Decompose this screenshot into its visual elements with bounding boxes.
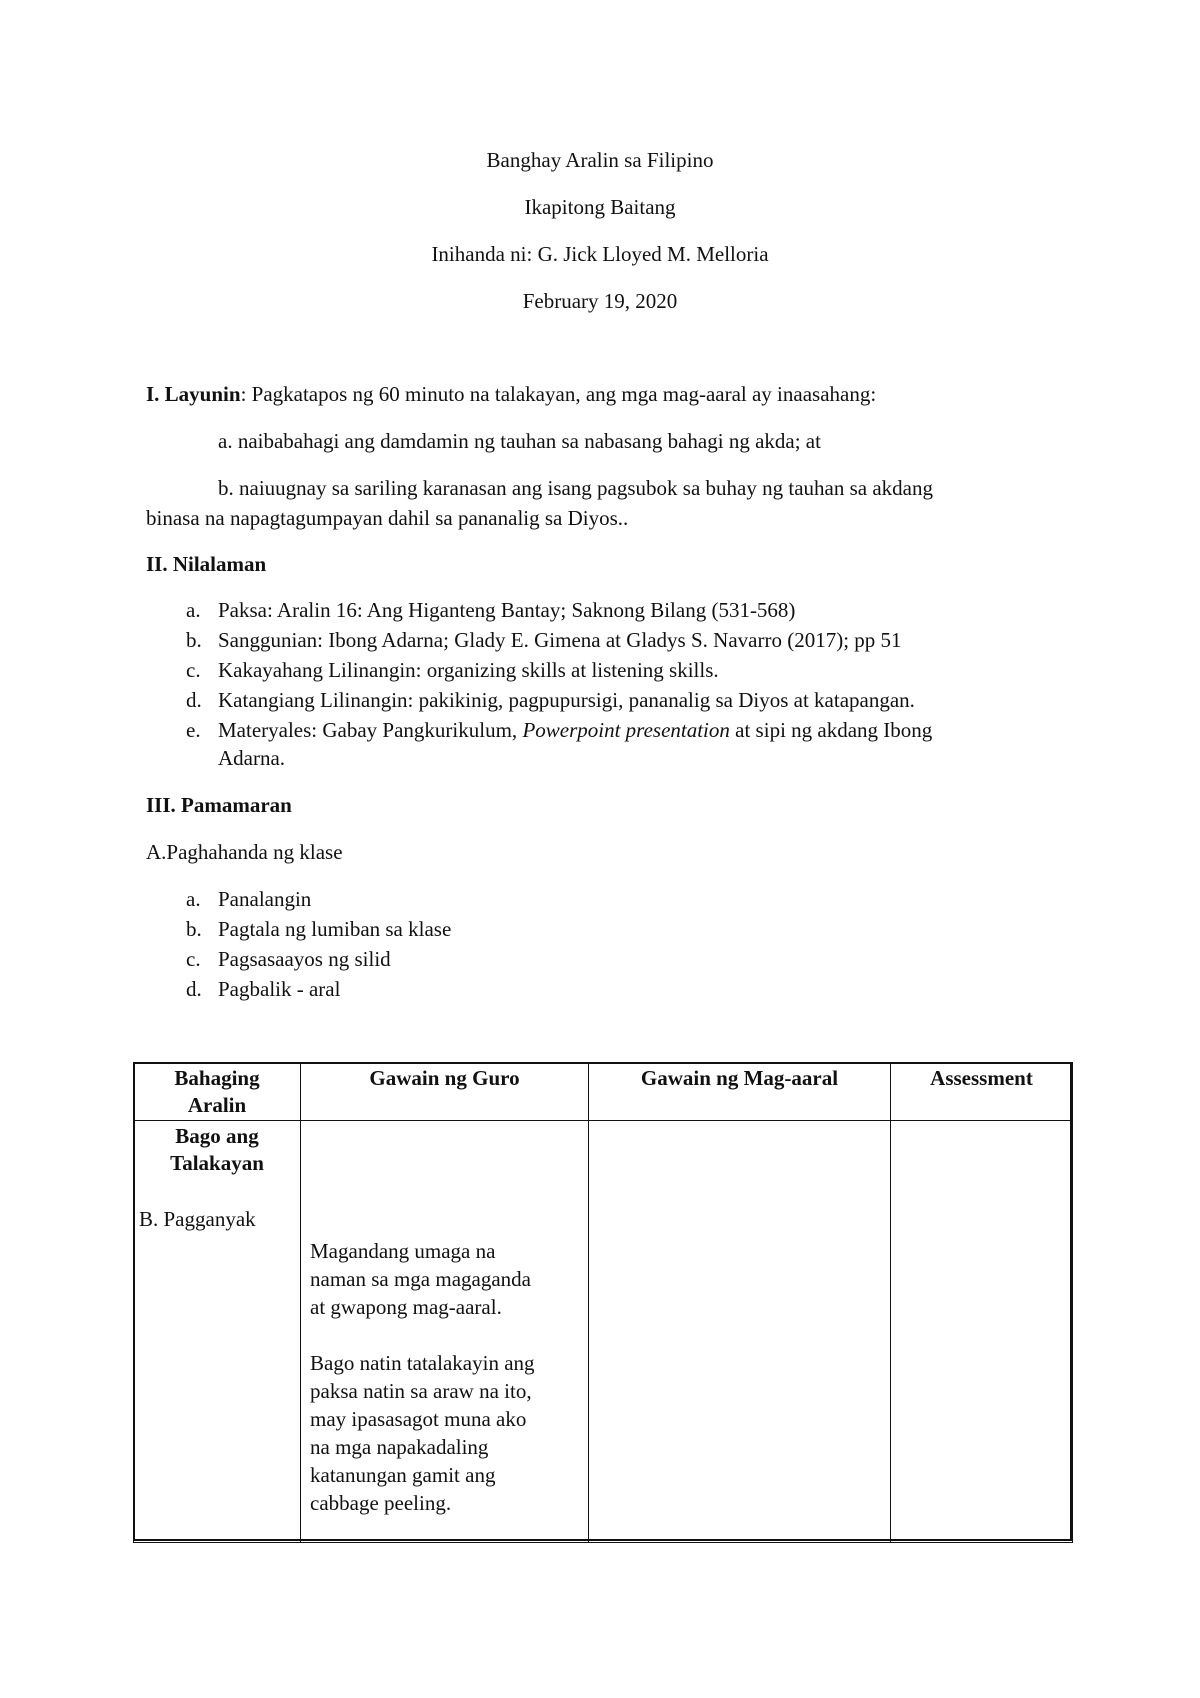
teacher-instruction: Bago natin tatalakayin ang paksa natin sa araw na ito, may ipasasagot muna ako na mga napakadaling katanungan gamit ang cabbage peeling. <box>310 1350 535 1515</box>
list-item: a. Panalangin <box>186 887 312 911</box>
section-layunin <box>146 380 1146 408</box>
subpart-label: B. Pagganyak <box>139 1207 256 1232</box>
prepared-by: Inihanda ni: G. Jick Lloyed M. Melloria <box>431 242 769 266</box>
list-item: e. Materyales: Gabay Pangkurikulum, Powerpoint presentation at sipi ng akdang Ibong Adarna. <box>186 718 933 771</box>
paghahanda-list <box>146 885 1126 1005</box>
part-title: Bago ang Talakayan <box>170 1123 264 1175</box>
lesson-date: February 19, 2020 <box>522 289 678 313</box>
list-item: b. Pagtala ng lumiban sa klase <box>186 917 452 941</box>
section-pamamaran-heading <box>146 791 292 819</box>
header-bahaging-aralin: Bahaging Aralin <box>134 1063 301 1121</box>
list-item: b. Sanggunian: Ibong Adarna; Glady E. Gimena at Gladys S. Navarro (2017); pp 51 <box>186 628 902 652</box>
table-header-row <box>134 1063 1073 1121</box>
grade-level: Ikapitong Baitang <box>524 195 676 219</box>
list-item: c. Kakayahang Lilinangin: organizing skills at listening skills. <box>186 658 719 682</box>
cell-assessment <box>891 1120 1073 1542</box>
objective-b-line2: binasa na napagtagumpayan dahil sa pananalig sa Diyos.. <box>146 506 629 530</box>
header-gawain-guro: Gawain ng Guro <box>301 1063 589 1121</box>
section-nilalaman-heading <box>146 550 266 578</box>
cell-gawain-mag-aaral <box>589 1120 891 1542</box>
header-assessment: Assessment <box>891 1063 1073 1121</box>
objective-b-line1: b. naiuugnay sa sariling karanasan ang isang pagsubok sa buhay ng tauhan sa akdang <box>218 476 933 500</box>
objective-a: a. naibabahagi ang damdamin ng tauhan sa nabasang bahagi ng akda; at <box>218 429 821 453</box>
document-title: Banghay Aralin sa Filipino <box>486 148 714 172</box>
list-item: d. Katangiang Lilinangin: pakikinig, pagpupursigi, pananalig sa Diyos at katapangan. <box>186 688 915 712</box>
list-item: a. Paksa: Aralin 16: Ang Higanteng Bantay; Saknong Bilang (531-568) <box>186 598 796 622</box>
lesson-plan-table <box>133 1062 1073 1543</box>
section-heading: III. Pamamaran <box>146 793 292 817</box>
list-item: c. Pagsasaayos ng silid <box>186 947 391 971</box>
subsection-heading: A.Paghahanda ng klase <box>146 840 343 864</box>
table-row <box>134 1120 1073 1542</box>
cell-gawain-guro <box>301 1120 589 1542</box>
cell-bahagi <box>134 1120 301 1542</box>
section-intro: : Pagkatapos ng 60 minuto na talakayan, ang mga mag-aaral ay inaasahang: <box>240 382 877 406</box>
nilalaman-list <box>146 596 1126 776</box>
section-heading: I. Layunin <box>146 382 241 406</box>
header-gawain-mag-aaral: Gawain ng Mag-aaral <box>589 1063 891 1121</box>
list-item: d. Pagbalik - aral <box>186 977 341 1001</box>
section-heading: II. Nilalaman <box>146 552 267 576</box>
teacher-greeting: Magandang umaga na naman sa mga magaganda at gwapong mag-aaral. <box>310 1238 531 1319</box>
